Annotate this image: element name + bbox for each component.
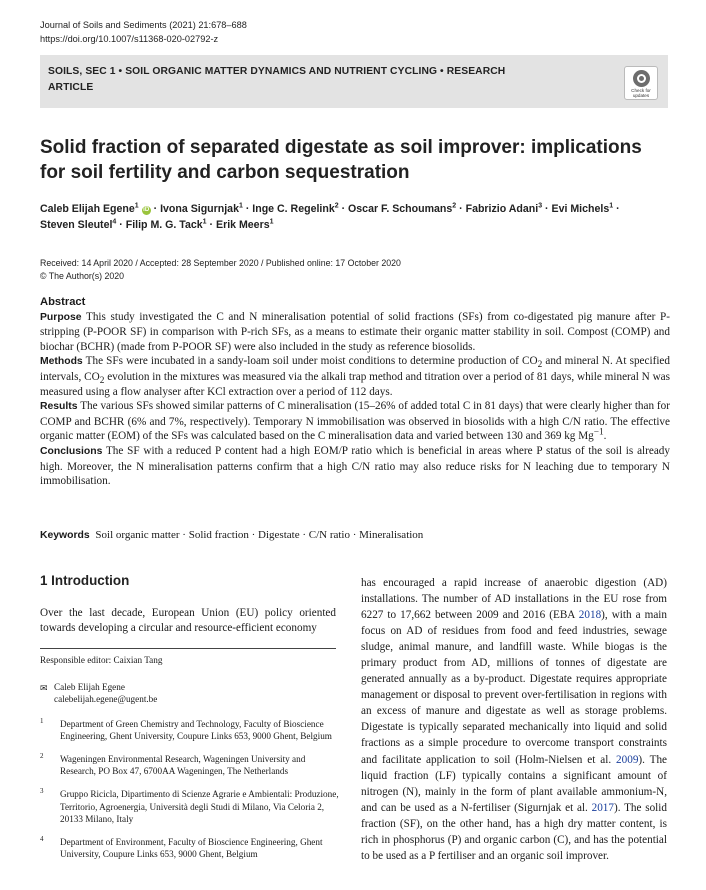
author-name[interactable]: Steven Sleutel (40, 219, 113, 231)
keywords (40, 529, 423, 541)
intro-text: ). The liquid fraction (LF) typically contains a significant amount of nitrogen (N), mainly in the form of plant available ammonium-N, and can be used as a N-fertiliser (Sigurnjak et al. (361, 753, 668, 814)
author-name[interactable]: Oscar F. Schoumans (348, 203, 453, 215)
author-affiliation-mark: 1 (238, 202, 243, 210)
affiliation-text: Wageningen Environmental Research, Wageningen University and Research, PO Box 47, 6700AA Wageningen, The Netherlands (60, 754, 306, 777)
conclusions-label: Conclusions (40, 445, 103, 457)
author-affiliation-mark: 3 (538, 202, 543, 210)
orcid-icon[interactable]: iD (143, 207, 150, 213)
corresponding-email[interactable]: calebelijah.egene@ugent.be (54, 694, 158, 705)
results-text: The various SFs showed similar patterns of C mineralisation (15–26% of added total C in 81 days) that were clearly higher than for COMP and BCHR (6% and 7%, respectively). Temporary N immobilisation was observed in biosolids with a high C/N ratio. The effective organic matter (EOM) of the SFs was calculated based on the C mineralisation data and varied between 130 and 369 kg Mg (40, 400, 670, 443)
intro-text: ). The solid fraction (SF), on the other hand, has a high dry matter content, is rich in phosphorus (P) and organic carbon (C), and has the potential to be used as a P fertiliser and an organic soil improver. (361, 801, 667, 862)
conclusions-text: The SF with a reduced P content had a high EOM/P ratio which is beneficial in areas where P status of the soil is already high. Moreover, the N mineralisation patterns confirm that a high C/N ratio may also reduce risks for N leaching due to temporary N immobilisation. (40, 444, 670, 488)
author-name[interactable]: Inge C. Regelink (252, 203, 335, 215)
footnotes (40, 654, 340, 871)
author-name[interactable]: Erik Meers (216, 219, 270, 231)
abstract-heading: Abstract (40, 296, 86, 308)
author-name[interactable]: Fabrizio Adani (465, 203, 539, 215)
author-name[interactable]: Ivona Sigurnjak (160, 203, 239, 215)
intro-text: ), with a main focus on AD of residues from food and feed industries, sewage sludge, animal manure, and landfill waste. While biogas is the primary product from AD, millions of tonnes of digestate are generated annually as a by-product. Digestate requires appropriate management or disposal to prevent over-fertilisation in regions with an excess of manure and digestate as well as storage problems. Digestate is typically separated mechanically into liquid and solid fractions as a simple procedure to overcome transport constraints and facilitate application to soil (Holm-Nielsen et al. (361, 609, 668, 766)
section-heading-introduction: 1 Introduction (40, 573, 130, 588)
subscript: 2 (537, 360, 543, 371)
keywords-label: Keywords (40, 530, 90, 541)
affiliation-number: 3 (40, 787, 44, 796)
citation-link[interactable]: 2017 (591, 801, 614, 814)
author-affiliation-mark: 4 (112, 218, 117, 226)
copyright-line: © The Author(s) 2020 (40, 270, 125, 281)
affiliation (40, 753, 340, 777)
abstract-methods (40, 354, 670, 399)
keywords-text: Soil organic matter · Solid fraction · Digestate · C/N ratio · Mineralisation (95, 529, 424, 541)
author-name[interactable]: Caleb Elijah Egene (40, 203, 135, 215)
author-affiliation-mark: 1 (609, 202, 614, 210)
citation-link[interactable]: 2018 (578, 609, 602, 622)
author-affiliation-mark: 2 (334, 202, 339, 210)
abstract-conclusions (40, 444, 670, 489)
intro-text-left: Over the last decade, European Union (EU) policy oriented towards developing a circular and resource-efficient economy (40, 607, 336, 634)
responsible-editor: Responsible editor: Caixian Tang (40, 655, 163, 665)
corresponding-author (40, 681, 340, 705)
superscript: −1 (593, 427, 604, 438)
affiliation-text: Department of Environment, Faculty of Bioscience Engineering, Ghent University, Coupure Links 653, 9000 Ghent, Belgium (60, 837, 323, 860)
abstract-results (40, 399, 670, 444)
subscript: 2 (99, 376, 105, 387)
intro-text: has encouraged a rapid increase of anaerobic digestion (AD) installations. The number of AD installations in the EU rose from 6227 to 17,662 between 2009 and 2016 (EBA (361, 577, 667, 622)
author-affiliation-mark: 1 (134, 202, 139, 210)
section-label: SOILS, SEC 1 • SOIL ORGANIC MATTER DYNAMICS AND NUTRIENT CYCLING • RESEARCH ARTICLE (48, 66, 506, 93)
journal-citation: Journal of Soils and Sediments (2021) 21:678–688 (40, 20, 247, 30)
corresponding-name: Caleb Elijah Egene (54, 682, 125, 693)
affiliation-text: Department of Green Chemistry and Technology, Faculty of Bioscience Engineering, Ghent University, Coupure Links 653, 9000 Ghent, Belgium (60, 718, 332, 741)
badge-text: Check for updates (631, 88, 651, 98)
author-affiliation-mark: 1 (269, 218, 274, 226)
author-list: Caleb Elijah Egene$^1$ iD · Ivona Sigurnjak$^1$ · Inge C. Regelink$^2$ · Oscar F. Schoumans$^2$ · Fabrizio Adani$^3$ · Evi Michels$^1$ · Steven Sleutel$^4$ · Filip M. G. Tack$^1$ · Erik Meers$^1$ (40, 202, 620, 231)
citation-link[interactable]: 2009 (616, 753, 639, 766)
abstract-purpose (40, 310, 670, 355)
intro-text-right (361, 575, 667, 864)
doi-link[interactable]: https://doi.org/10.1007/s11368-020-02792-z (40, 33, 219, 44)
journal-header (40, 19, 247, 46)
author-name[interactable]: Evi Michels (551, 203, 610, 215)
affiliation-number: 4 (40, 835, 44, 844)
abstract (40, 295, 670, 489)
publication-dates (40, 257, 401, 282)
footnote-divider (40, 648, 336, 649)
dates-line: Received: 14 April 2020 / Accepted: 28 September 2020 / Published online: 17 October 2020 (40, 258, 401, 268)
purpose-text: This study investigated the C and N mineralisation potential of solid fractions (SFs) from co-digestated pig manure after P-stripping (P-POOR SF) in comparison with P-rich SFs, as a means to estimate their organic matter stability in soil. Compost (COMP) and biochar (BCHR) (made from P-POOR SF) were also included in the study as reference biosolids. (40, 310, 670, 353)
purpose-label: Purpose (40, 311, 82, 323)
section-band (40, 55, 668, 108)
affiliation-text: Gruppo Ricicla, Dipartimento di Scienze Agrarie e Ambientali: Produzione, Territorio, Agroenergia, Università degli Studi di Milano, Via Celoria 2, 20133 Milano, Italy (60, 789, 339, 824)
article-title: Solid fraction of separated digestate as soil improver: implications for soil fertility and carbon sequestration (40, 137, 642, 183)
author-affiliation-mark: 1 (202, 218, 207, 226)
methods-text: evolution in the mixtures was measured via the alkali trap method and titration over a period of 81 days, while mineral N was measured using a flow analyser after KCl extraction over a period of 112 days. (40, 370, 670, 398)
methods-text: and mineral N. At specified intervals, CO (40, 355, 670, 383)
affiliation-number: 1 (40, 716, 44, 725)
check-updates-icon (633, 70, 650, 87)
affiliation (40, 836, 340, 860)
results-label: Results (40, 401, 78, 413)
affiliation-number: 2 (40, 752, 44, 761)
check-for-updates-badge[interactable] (624, 66, 658, 100)
methods-label: Methods (40, 356, 83, 368)
author-affiliation-mark: 2 (452, 202, 457, 210)
affiliation (40, 788, 340, 825)
results-text: . (603, 430, 607, 443)
author-name[interactable]: Filip M. G. Tack (125, 219, 203, 231)
affiliation (40, 718, 340, 742)
envelope-icon: ✉ (40, 683, 48, 694)
methods-text: The SFs were incubated in a sandy-loam soil under moist conditions to determine production of CO (85, 355, 538, 368)
